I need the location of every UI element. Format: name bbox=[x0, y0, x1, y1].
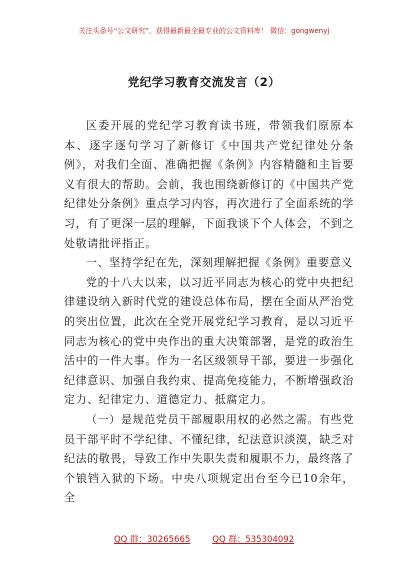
document-body bbox=[64, 116, 354, 508]
qq-group-2: QQ 群：535304092 bbox=[212, 535, 295, 545]
section-heading-1: 一、坚持学纪在先，深刻理解把握《条例》重要意义 bbox=[86, 256, 353, 270]
document-title: 党纪学习教育交流发言（2） bbox=[127, 75, 281, 89]
paragraph-section-1: 党的十八大以来，以习近平同志为核心的党中央把纪律建设纳入新时代党的建设总体布局，摆在全面从严治党的突出位置，此次在全党开展党纪学习教育，是以习近平同志为核心的党中央作出的重大决策部署，是党的政治生活中的一件大事。作为一名区级领导干部，要进一步强化纪律意识、加强自我约束、提高免疫能力，不断增强政治定力、纪律定力、道德定力、抵腐定力。 bbox=[64, 275, 354, 407]
paragraph-subsection-1: （一）是规范党员干部履职用权的必然之需。有些党员干部平时不学纪律、不懂纪律，纪法意识淡漠，缺乏对纪法的敬畏，导致工作中失职失责和履职不力，最终落了个锒铛入狱的下场。中央八项规定出台至今已10余年，全 bbox=[64, 412, 354, 505]
footer-qq-groups bbox=[0, 533, 408, 545]
header-banner: 关注头条号“公文研究”，获得最新最全最专业的公文资料库！ 微信：gongwenyj bbox=[78, 27, 330, 35]
qq-group-1: QQ 群：30265665 bbox=[113, 535, 191, 545]
paragraph-intro: 区委开展的党纪学习教育读书班，带领我们原原本本、逐字逐句学习了新修订《中国共产党纪律处分条例》，对我们全面、准确把握《条例》内容精髓和主旨要义有很大的帮助。会前，我也围绕新修订的《中国共产党纪律处分条例》重点学习内容，再次进行了全面系统的学习，有了更深一层的理解，下面我谈下个人体会，不到之处敬请批评指正。 bbox=[64, 119, 354, 250]
